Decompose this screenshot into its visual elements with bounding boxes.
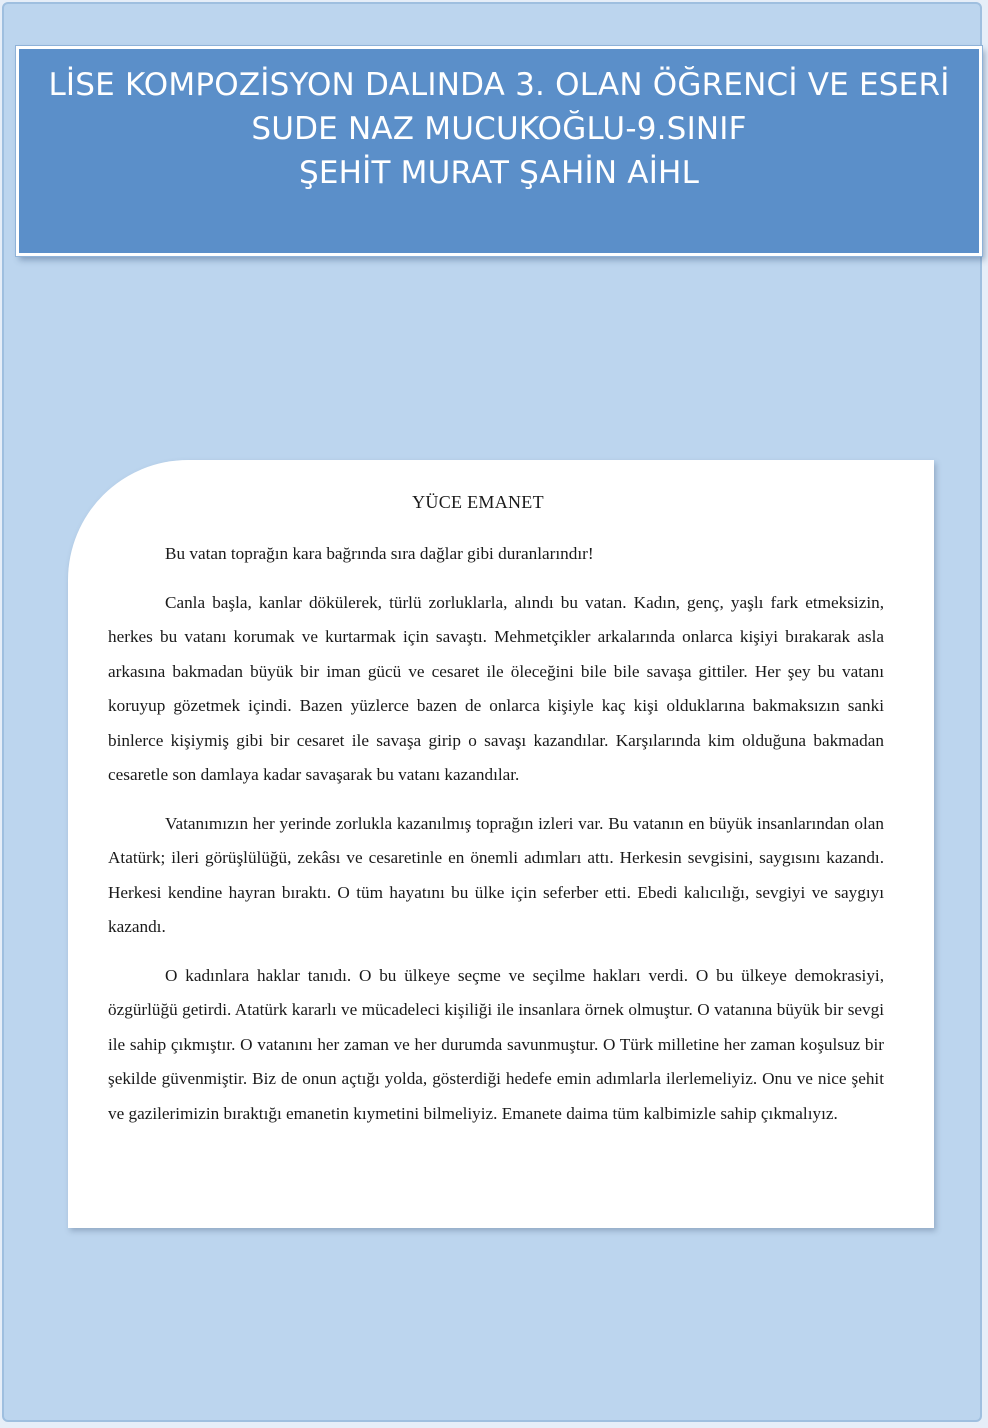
essay-document <box>68 460 934 1228</box>
banner-line-student: SUDE NAZ MUCUKOĞLU-9.SINIF <box>251 111 747 147</box>
essay-paragraph-4: O kadınlara haklar tanıdı. O bu ülkeye seçme ve seçilme hakları verdi. O bu ülkeye demokrasiyi, özgürlüğü getirdi. Atatürk kararlı ve mücadeleci kişiliği ile insanlara örnek olmuştur. O vatanına büyük bir sevgi ile sahip çıkmıştır. O vatanını her zaman ve her durumda savunmuştur. O Türk milletine her zaman koşulsuz bir şekilde güvenmiştir. Biz de onun açtığı yolda, gösterdiği hedefe emin adımlarla ilerlemeliyiz. Onu ve nice şehit ve gazilerimizin bıraktığı emanetin kıymetini bilmeliyiz. Emanete daima tüm kalbimizle sahip çıkmalıyız. <box>108 965 884 1123</box>
essay-paragraph-1: Bu vatan toprağın kara bağrında sıra dağlar gibi duranlarındır! <box>165 544 594 563</box>
header-banner <box>16 46 982 256</box>
essay-title: YÜCE EMANET <box>412 492 544 512</box>
banner-line-award: LİSE KOMPOZİSYON DALINDA 3. OLAN ÖĞRENCİ VE ESERİ <box>48 67 950 103</box>
banner-line-school: ŞEHİT MURAT ŞAHİN AİHL <box>298 155 700 191</box>
page-frame <box>2 2 982 1422</box>
essay-paragraph-3: Vatanımızın her yerinde zorlukla kazanılmış toprağın izleri var. Bu vatanın en büyük insanlarından olan Atatürk; ileri görüşlülüğü, zekâsı ve cesaretinle en önemli adımları attı. Herkesin sevgisini, saygısını kazandı. Herkesi kendine hayran bıraktı. O tüm hayatını bu ülke için seferber etti. Ebedi kalıcılığı, sevgiyi ve saygıyı kazandı. <box>108 813 884 936</box>
essay-paragraph-2: Canla başla, kanlar dökülerek, türlü zorluklarla, alındı bu vatan. Kadın, genç, yaşlı fark etmeksizin, herkes bu vatanı korumak ve kurtarmak için savaştı. Mehmetçikler arkalarında onlarca kişiyi bırakarak asla arkasına bakmadan büyük bir iman gücü ve cesaret ile öleceğini bile bile savaşa gittiler. Her şey bu vatanı koruyup gözetmek içindi. Bazen yüzlerce bazen de onlarca kişiyle kaç kişi olduklarına bakmaksızın sanki binlerce kişiymiş gibi bir cesaret ile savaşa girip o savaşı kazandılar. Karşılarında kim olduğuna bakmadan cesaretle son damlaya kadar savaşarak bu vatanı kazandılar. <box>108 592 884 784</box>
